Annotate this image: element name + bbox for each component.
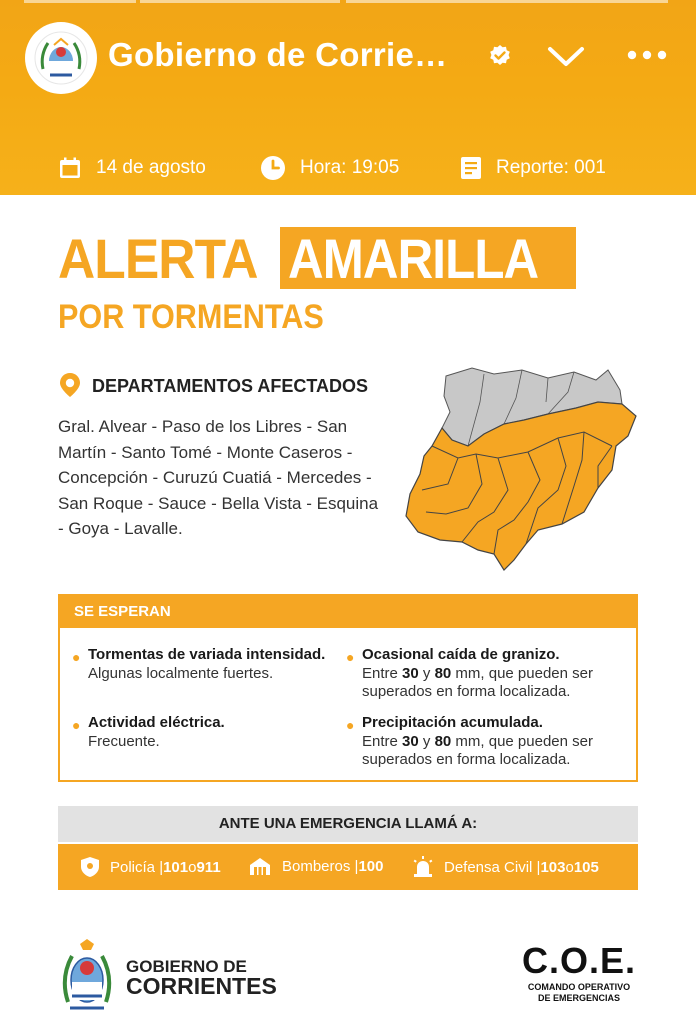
expected-item-granizo: [346, 646, 612, 702]
alert-word-amarilla: AMARILLA: [288, 227, 539, 290]
calendar-icon: [58, 156, 82, 180]
bullet-icon: ●: [346, 717, 355, 733]
phone-number: 101: [163, 858, 189, 876]
more-options-icon[interactable]: [626, 46, 668, 64]
phone-label: Policía |: [110, 858, 164, 876]
expected-item-title: Tormentas de variada intensidad.: [88, 646, 326, 663]
phone-bomberos[interactable]: [248, 856, 383, 876]
desc-part: mm, que pueden ser superados en forma localizada.: [362, 732, 593, 768]
phone-defensa-civil[interactable]: [412, 856, 599, 878]
phone-number: 105: [573, 858, 599, 876]
document-icon: [460, 156, 482, 180]
emergency-phones-bar: [58, 844, 638, 890]
coe-logo-title: C.O.E.: [522, 940, 637, 981]
alert-word-alerta: ALERTA: [58, 227, 258, 290]
gov-name-line1: GOBIERNO DE: [126, 957, 247, 976]
post-header: [0, 0, 696, 195]
time-info: [260, 154, 399, 182]
phone-policia[interactable]: [80, 856, 221, 878]
expected-conditions-panel: [58, 594, 638, 782]
desc-part: y: [418, 664, 435, 682]
shield-icon: [80, 856, 100, 878]
phone-sep: o: [565, 858, 574, 876]
value-min: 30: [402, 664, 419, 682]
emergency-heading: ANTE UNA EMERGENCIA LLAMÁ A:: [58, 806, 638, 842]
expected-item-title: Ocasional caída de granizo.: [362, 646, 560, 663]
date-info: [58, 154, 206, 182]
bullet-icon: ●: [72, 717, 81, 733]
expected-heading: SE ESPERAN: [60, 596, 636, 628]
phone-label: Bomberos |: [282, 857, 359, 875]
value-max: 80: [434, 664, 452, 682]
clock-icon: [260, 155, 286, 181]
corrientes-province-map: [398, 362, 644, 574]
top-tab-indicators: [0, 0, 696, 4]
page-avatar[interactable]: [25, 22, 97, 94]
expected-item-title: Precipitación acumulada.: [362, 714, 543, 731]
phone-label: Defensa Civil |: [444, 858, 541, 876]
bullet-icon: ●: [346, 649, 355, 665]
fire-station-icon: [248, 856, 272, 876]
location-pin-icon: [58, 372, 82, 398]
expected-item-desc: Algunas localmente fuertes.: [88, 664, 274, 682]
coe-subtitle-line1: COMANDO OPERATIVO: [527, 982, 631, 992]
expected-item-desc: Frecuente.: [88, 732, 160, 750]
departments-heading: DEPARTAMENTOS AFECTADOS: [92, 376, 369, 396]
bullet-icon: ●: [72, 649, 81, 665]
report-text: Reporte: 001: [496, 157, 606, 178]
page-name[interactable]: Gobierno de Corrie…: [108, 36, 448, 73]
expected-item-actividad: [72, 714, 338, 751]
expected-item-tormentas: [72, 646, 338, 683]
phone-sep: o: [188, 858, 197, 876]
verified-badge-icon: [488, 44, 512, 68]
value-min: 30: [402, 732, 419, 750]
desc-part: mm, que pueden ser superados en forma localizada.: [362, 664, 593, 700]
expected-item-title: Actividad eléctrica.: [88, 714, 225, 731]
desc-part: y: [418, 732, 435, 750]
chevron-down-icon[interactable]: [546, 40, 586, 72]
corrientes-emblem-icon: [32, 29, 90, 87]
expected-item-precipitacion: [346, 714, 612, 770]
map-affected-region: [406, 402, 636, 570]
gobierno-corrientes-emblem-icon: [58, 938, 116, 1016]
desc-part: Entre: [362, 664, 403, 682]
date-text: 14 de agosto: [96, 157, 206, 178]
time-text: Hora: 19:05: [300, 157, 400, 178]
departments-list: Gral. Alvear - Paso de los Libres - San Martín - Santo Tomé - Monte Caseros - Concepción - Curuzú Cuatiá - Mercedes - San Roque - Sauce - Bella Vista - Esquina - Goya - Lavalle.: [58, 417, 379, 538]
phone-number: 103: [540, 858, 566, 876]
alert-subtitle: POR TORMENTAS: [58, 298, 324, 336]
phone-number: 911: [196, 858, 221, 876]
coe-subtitle-line2: DE EMERGENCIAS: [537, 993, 620, 1003]
desc-part: Entre: [362, 732, 403, 750]
gov-name-line2: CORRIENTES: [126, 973, 277, 999]
value-max: 80: [434, 732, 452, 750]
phone-number: 100: [358, 857, 384, 875]
siren-icon: [412, 856, 434, 878]
report-info: [460, 154, 606, 182]
